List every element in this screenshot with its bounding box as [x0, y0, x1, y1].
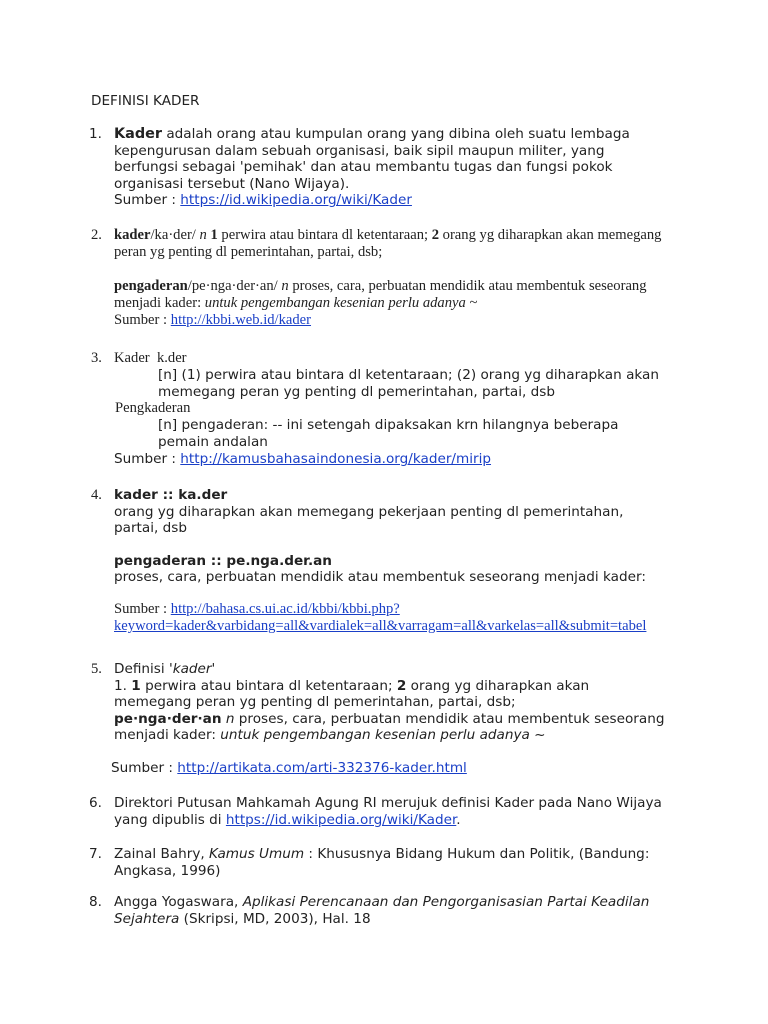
list-number: 1.	[89, 126, 102, 142]
source-link[interactable]: http://bahasa.cs.ui.ac.id/kbbi/kbbi.php?	[170, 600, 400, 617]
list-number: 4.	[91, 487, 102, 503]
source-label: Sumber :	[114, 312, 171, 328]
source-label: Sumber :	[114, 192, 181, 209]
term-bold: kader :: ka.der	[114, 487, 228, 503]
document-title: DEFINISI KADER	[91, 93, 200, 109]
source-link[interactable]: https://id.wikipedia.org/wiki/Kader	[225, 811, 457, 828]
source-link[interactable]: https://id.wikipedia.org/wiki/Kader	[180, 192, 412, 209]
list-number: 2.	[91, 227, 102, 243]
term: Kader k.der	[114, 350, 187, 366]
term-bold: Kader	[114, 126, 163, 142]
source-link-continued[interactable]: keyword=kader&varbidang=all&vardialek=all&varragam=all&varkelas=all&submit=tabel	[114, 617, 647, 634]
list-number: 3.	[91, 350, 102, 366]
list-number: 7.	[89, 846, 102, 862]
source-label: Sumber :	[111, 759, 178, 776]
source-link[interactable]: http://artikata.com/arti-332376-kader.html	[177, 759, 467, 776]
list-number: 8.	[89, 894, 102, 910]
source-link[interactable]: http://kbbi.web.id/kader	[170, 312, 312, 328]
book-title: Aplikasi Perencanaan dan Pengorganisasian Partai Keadilan	[242, 894, 650, 910]
source-label: Sumber :	[114, 600, 171, 617]
list-number: 5.	[91, 661, 102, 677]
document-page: DEFINISI KADER 1. Kader adalah orang atau kumpulan orang yang dibina oleh suatu lembaga kepengurusan dalam sebuah organisasi, baik sipil maupun militer, yang berfungsi sebagai 'pemihak' dan atau membantu tugas dan fungsi pokok organisasi tersebut (Nano Wijaya). Sumber : https://id.wikipedia.org/wiki/Kader 2. kader/ka·der/ n 1 perwira atau bintara dl ketentaraan; 2 orang yg diharapkan akan memegang peran yg penting dl pemerintahan, partai, dsb; pengaderan/pe·nga·der·an/ n proses, cara, perbuatan mendidik atau membentuk seseorang menjadi kader: untuk pengembangan kesenian perlu adanya ~ Sumber : http://kbbi.web.id/kader 3. Kader k.der [n] (1) perwira atau bintara dl ketentaraan; (2) orang yg diharapkan akan memegang peran yg penting dl pemerintahan, partai, dsb Pengkaderan [n] pengaderan: -- ini setengah dipaksakan krn hilangnya beberapa pemain andalan Sumber : http://kamusbahasaindonesia.org/kader/mirip 4. kader :: ka.der orang yg diharapkan akan memegang pekerjaan penting dl pemerintahan, partai, dsb pengaderan :: pe.nga.der.an proses, cara, perbuatan mendidik atau membentuk seseorang menjadi kader: Sumber : http://bahasa.cs.ui.ac.id/kbbi/kbbi.php? keyword=kader&varbidang=all&vardialek=all&varragam=all&varkelas=all&submit=tabel 5. Definisi 'kader' 1. 1 perwira atau bintara dl ketentaraan; 2 orang yg diharapkan akan memegang peran yg penting dl pemerintahan, partai, dsb; pe·nga·der·an n proses, cara, perbuatan mendidik atau membentuk seseorang menjadi kader: untuk pengembangan kesenian perlu adanya ~ Sumber : http://artikata.com/arti-332376-kader.html 6. Direktori Putusan Mahkamah Agung RI merujuk definisi Kader pada Nano Wijaya yang dipublis di https://id.wikipedia.org/wiki/Kader. 7. Zainal Bahry, Kamus Umum : Khususnya Bidang Hukum dan Politik, (Bandung: Angkasa, 1996) 8. Angga Yogaswara, Aplikasi Perencanaan dan Pengorganisasian Partai Keadilan Sejahtera (Skripsi, MD, 2003), Hal. 18	[0, 0, 768, 1024]
book-title: Kamus Umum	[209, 846, 305, 862]
source-link[interactable]: http://kamusbahasaindonesia.org/kader/mirip	[180, 451, 492, 468]
term-bold: pengaderan :: pe.nga.der.an	[114, 552, 332, 569]
term: Pengkaderan	[115, 400, 191, 417]
list-number: 6.	[89, 795, 102, 811]
source-label: Sumber :	[114, 451, 181, 468]
book-title-continued: Sejahtera	[114, 910, 180, 927]
